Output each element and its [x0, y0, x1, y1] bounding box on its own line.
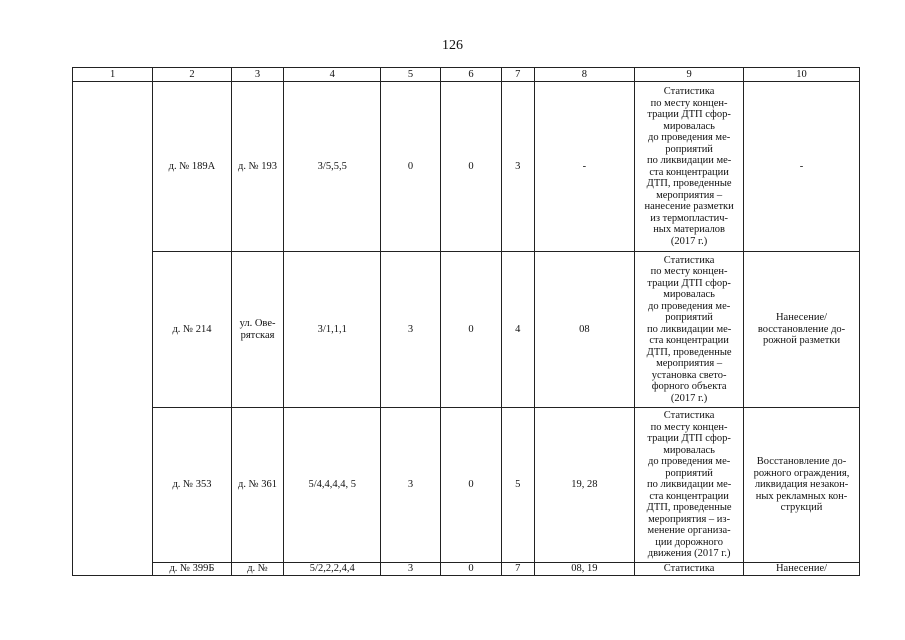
table-cell: Статистика: [635, 563, 744, 576]
table-cell: 3/1,1,1: [284, 252, 381, 408]
table-cell: 3: [381, 252, 441, 408]
table-cell: 19, 28: [534, 408, 635, 563]
empty-cell: [73, 82, 153, 576]
table-cell: 7: [502, 563, 535, 576]
table-cell: д. №: [231, 563, 284, 576]
table-cell: Восстановление до- рожного ограждения, ликвидация незакон- ных рекламных кон- струкций: [744, 408, 860, 563]
table-row: [73, 408, 860, 563]
table-cell: -: [744, 82, 860, 252]
column-header: 4: [284, 68, 381, 82]
table-cell: 0: [441, 252, 502, 408]
table-cell: 4: [502, 252, 535, 408]
table-row: [73, 563, 860, 576]
column-header: 9: [635, 68, 744, 82]
table-row: [73, 82, 860, 252]
table-cell: 5/2,2,2,4,4: [284, 563, 381, 576]
page-number: 126: [442, 38, 463, 53]
table-cell: д. № 214: [153, 252, 231, 408]
table-cell: д. № 353: [153, 408, 231, 563]
table-cell: Нанесение/ восстановление до- рожной разметки: [744, 252, 860, 408]
table-cell: 0: [441, 408, 502, 563]
table-cell: 08, 19: [534, 563, 635, 576]
table-cell: 0: [381, 82, 441, 252]
table-cell: д. № 189А: [153, 82, 231, 252]
table-cell: д. № 193: [231, 82, 284, 252]
column-header: 5: [381, 68, 441, 82]
table-row: [73, 252, 860, 408]
table-cell: 5/4,4,4,4, 5: [284, 408, 381, 563]
table-cell: ул. Ове- рятская: [231, 252, 284, 408]
column-header: 10: [744, 68, 860, 82]
table-cell: 3: [381, 408, 441, 563]
table-cell: д. № 399Б: [153, 563, 231, 576]
table-cell: 0: [441, 563, 502, 576]
table-cell: 3: [381, 563, 441, 576]
column-header: 7: [502, 68, 535, 82]
table-cell: 08: [534, 252, 635, 408]
table-cell: 3/5,5,5: [284, 82, 381, 252]
table-cell: Статистика по месту концен- трации ДТП сфор- мировалась до проведения ме- роприятий по ликвидации ме- ста концентрации ДТП, проведенные мероприятия – нанесение разметки из термопластич- ных материалов (2017 г.): [635, 82, 744, 252]
data-table: [72, 67, 860, 576]
table-cell: 5: [502, 408, 535, 563]
table-cell: Нанесение/: [744, 563, 860, 576]
table-cell: Статистика по месту концен- трации ДТП сфор- мировалась до проведения ме- роприятий по ликвидации ме- ста концентрации ДТП, проведенные мероприятия – из- менение организа- ции дорожного движения (2017 г.): [635, 408, 744, 563]
table-cell: Статистика по месту концен- трации ДТП сфор- мировалась до проведения ме- роприятий по ликвидации ме- ста концентрации ДТП, проведенные мероприятия – установка свето- форного объекта (2017 г.): [635, 252, 744, 408]
table-cell: 3: [502, 82, 535, 252]
column-header: 1: [73, 68, 153, 82]
column-header: 8: [534, 68, 635, 82]
column-header: 3: [231, 68, 284, 82]
column-header: 2: [153, 68, 231, 82]
table-cell: -: [534, 82, 635, 252]
header-row: [73, 68, 860, 82]
table-cell: д. № 361: [231, 408, 284, 563]
column-header: 6: [441, 68, 502, 82]
table-cell: 0: [441, 82, 502, 252]
